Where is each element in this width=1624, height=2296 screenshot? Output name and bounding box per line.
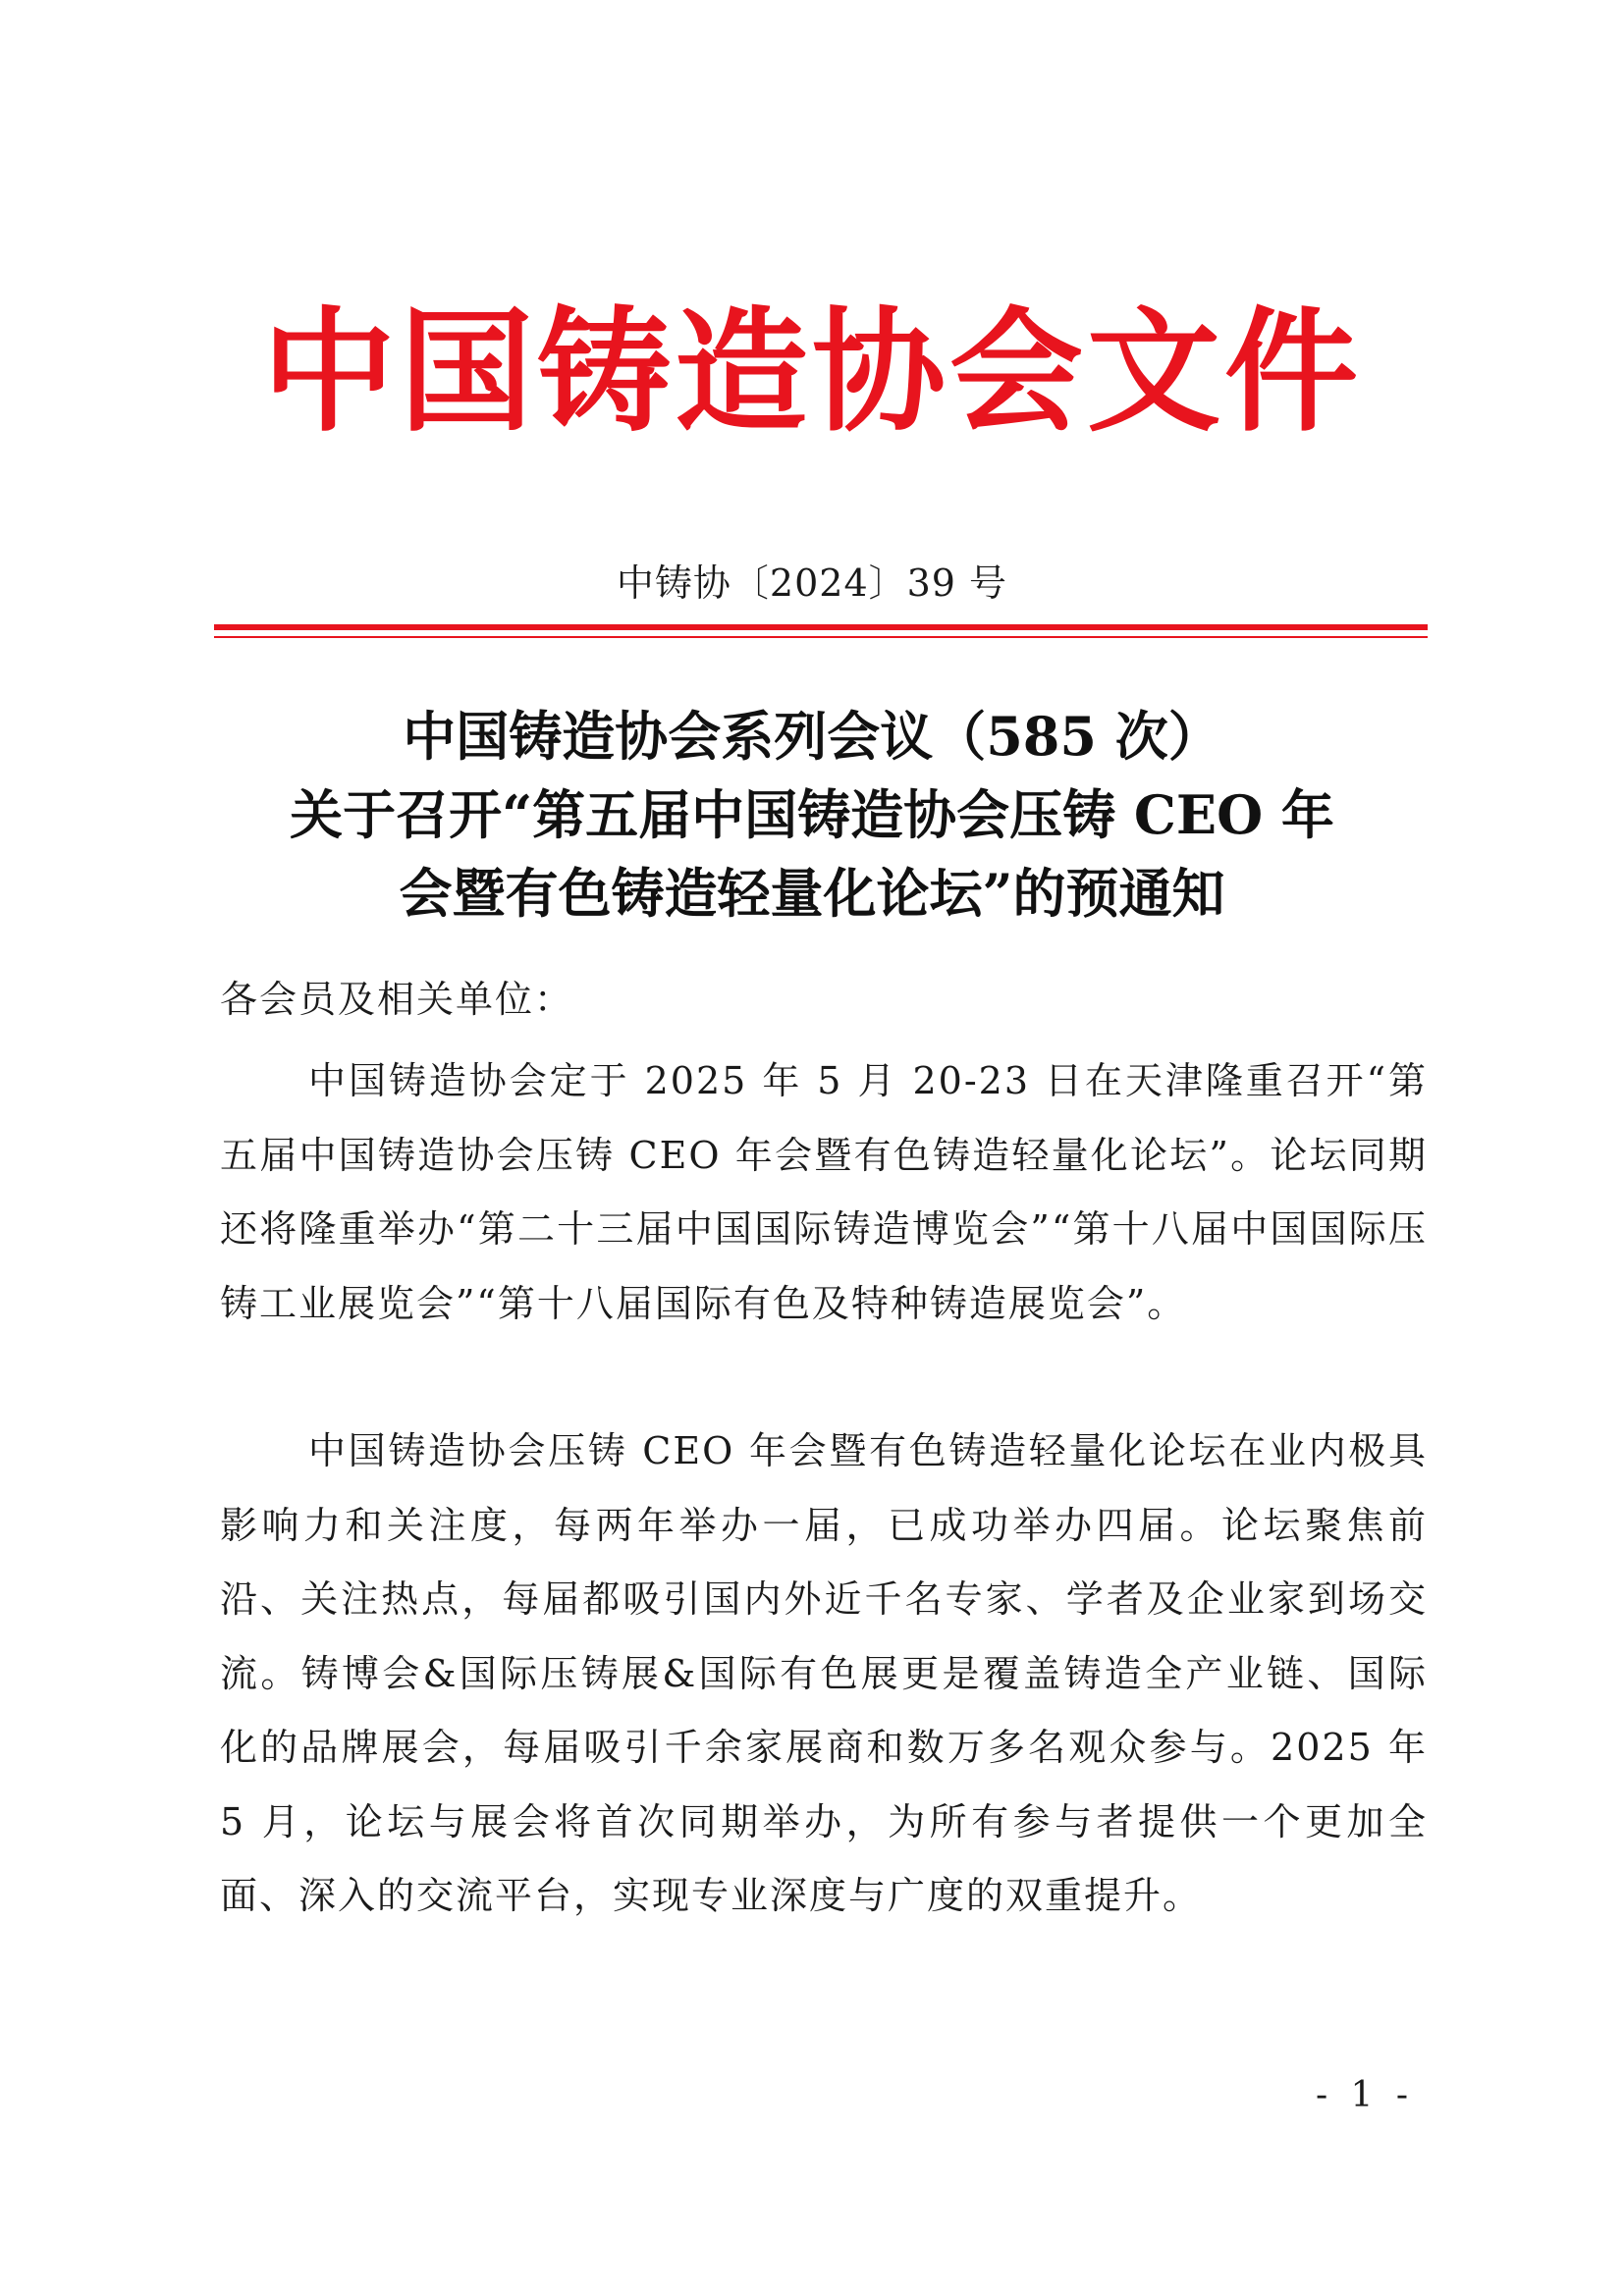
title-line-3: 会暨有色铸造轻量化论坛”的预通知 [399, 862, 1225, 925]
title-line-2: 关于召开“第五届中国铸造协会压铸 CEO 年 [290, 783, 1334, 846]
document-number: 中铸协〔2024〕39 号 [616, 561, 1008, 605]
body-paragraph-1: 中国铸造协会定于 2025 年 5 月 20-23 日在天津隆重召开“第五届中国铸造协会压铸 CEO 年会暨有色铸造轻量化论坛”。论坛同期还将隆重举办“第二十三届中国国际铸造博览会”“第十八届中国国际压铸工业展览会”“第十八届国际有色及特种铸造展览会”。 [220, 1059, 1428, 1325]
salutation: 各会员及相关单位： [220, 978, 574, 1021]
title-line-1: 中国铸造协会系列会议（585 次） [403, 705, 1221, 768]
body-paragraph-2: 中国铸造协会压铸 CEO 年会暨有色铸造轻量化论坛在业内极具影响力和关注度，每两年举办一届，已成功举办四届。论坛聚焦前沿、关注热点，每届都吸引国内外近千名专家、学者及企业家到场交流。铸博会&国际压铸展&国际有色展更是覆盖铸造全产业链、国际化的品牌展会，每届吸引千余家展商和数万多名观众参与。2025 年 5 月，论坛与展会将首次同期举办，为所有参与者提供一个更加全面、深入的交流平台，实现专业深度与广度的双重提升。 [220, 1429, 1428, 1917]
document-title [147, 697, 1477, 933]
document-masthead: 中国铸造协会文件 [262, 295, 1362, 451]
header-divider-thick [214, 624, 1428, 630]
header-divider-thin [214, 636, 1428, 638]
page-number: - 1 - [1315, 2075, 1415, 2115]
